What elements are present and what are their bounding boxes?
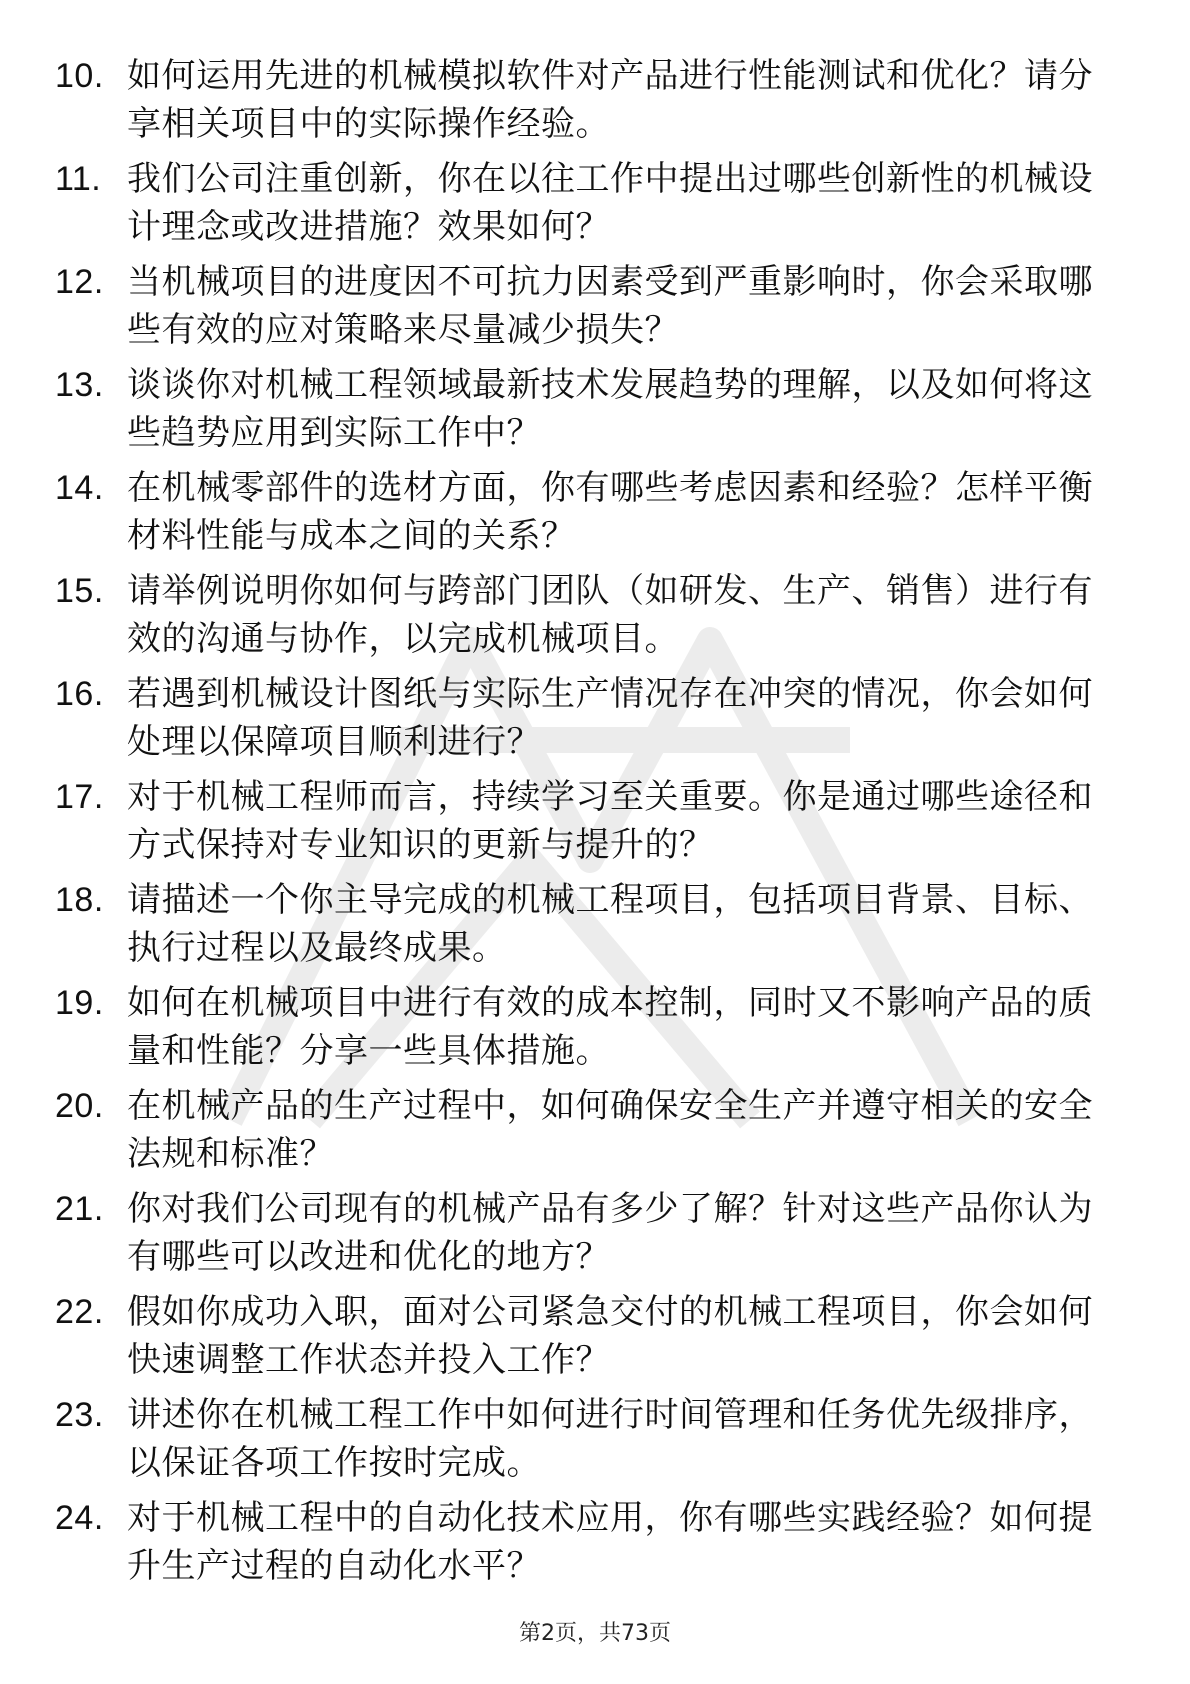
question-text: 对于机械工程中的自动化技术应用，你有哪些实践经验？如何提升生产过程的自动化水平？	[127, 1498, 1093, 1586]
question-item	[55, 361, 1115, 457]
question-number: 17.	[55, 778, 104, 816]
question-item	[55, 1494, 1115, 1590]
question-number: 14.	[55, 469, 104, 507]
question-text: 在机械产品的生产过程中，如何确保安全生产并遵守相关的安全法规和标准？	[127, 1086, 1093, 1174]
question-number: 16.	[55, 675, 104, 713]
question-number: 10.	[55, 57, 104, 95]
question-text: 请描述一个你主导完成的机械工程项目，包括项目背景、目标、执行过程以及最终成果。	[127, 880, 1093, 968]
question-number: 11.	[55, 160, 102, 198]
question-number: 19.	[55, 984, 104, 1022]
question-number: 24.	[55, 1499, 104, 1537]
question-item	[55, 670, 1115, 766]
question-number: 20.	[55, 1087, 104, 1125]
question-number: 15.	[55, 572, 104, 610]
question-item	[55, 876, 1115, 972]
question-item	[55, 258, 1115, 354]
question-number: 21.	[55, 1190, 104, 1228]
question-text: 假如你成功入职，面对公司紧急交付的机械工程项目，你会如何快速调整工作状态并投入工作？	[127, 1292, 1093, 1380]
question-number: 13.	[55, 366, 104, 404]
question-text: 如何运用先进的机械模拟软件对产品进行性能测试和优化？请分享相关项目中的实际操作经验。	[127, 56, 1093, 144]
question-number: 22.	[55, 1293, 104, 1331]
question-item	[55, 1391, 1115, 1487]
question-number: 18.	[55, 881, 104, 919]
question-text: 当机械项目的进度因不可抗力因素受到严重影响时，你会采取哪些有效的应对策略来尽量减少损失？	[127, 262, 1093, 350]
question-item	[55, 1082, 1115, 1178]
page-number-footer: 第2页，共73页	[519, 1621, 671, 1646]
question-list	[55, 52, 1115, 1597]
question-text: 谈谈你对机械工程领域最新技术发展趋势的理解，以及如何将这些趋势应用到实际工作中？	[127, 365, 1093, 453]
question-text: 讲述你在机械工程工作中如何进行时间管理和任务优先级排序，以保证各项工作按时完成。	[127, 1395, 1093, 1483]
question-item	[55, 155, 1115, 251]
question-text: 对于机械工程师而言，持续学习至关重要。你是通过哪些途径和方式保持对专业知识的更新与提升的？	[127, 777, 1093, 865]
question-item	[55, 464, 1115, 560]
question-item	[55, 1185, 1115, 1281]
question-text: 如何在机械项目中进行有效的成本控制，同时又不影响产品的质量和性能？分享一些具体措施。	[127, 983, 1093, 1071]
question-item	[55, 979, 1115, 1075]
question-text: 我们公司注重创新，你在以往工作中提出过哪些创新性的机械设计理念或改进措施？效果如何？	[127, 159, 1093, 247]
question-item	[55, 52, 1115, 148]
question-text: 若遇到机械设计图纸与实际生产情况存在冲突的情况，你会如何处理以保障项目顺利进行？	[127, 674, 1093, 762]
question-item	[55, 773, 1115, 869]
question-number: 23.	[55, 1396, 104, 1434]
question-item	[55, 567, 1115, 663]
question-number: 12.	[55, 263, 104, 301]
question-text: 你对我们公司现有的机械产品有多少了解？针对这些产品你认为有哪些可以改进和优化的地方？	[127, 1189, 1093, 1277]
question-text: 请举例说明你如何与跨部门团队（如研发、生产、销售）进行有效的沟通与协作，以完成机械项目。	[127, 571, 1093, 659]
question-item	[55, 1288, 1115, 1384]
question-text: 在机械零部件的选材方面，你有哪些考虑因素和经验？怎样平衡材料性能与成本之间的关系？	[127, 468, 1093, 556]
